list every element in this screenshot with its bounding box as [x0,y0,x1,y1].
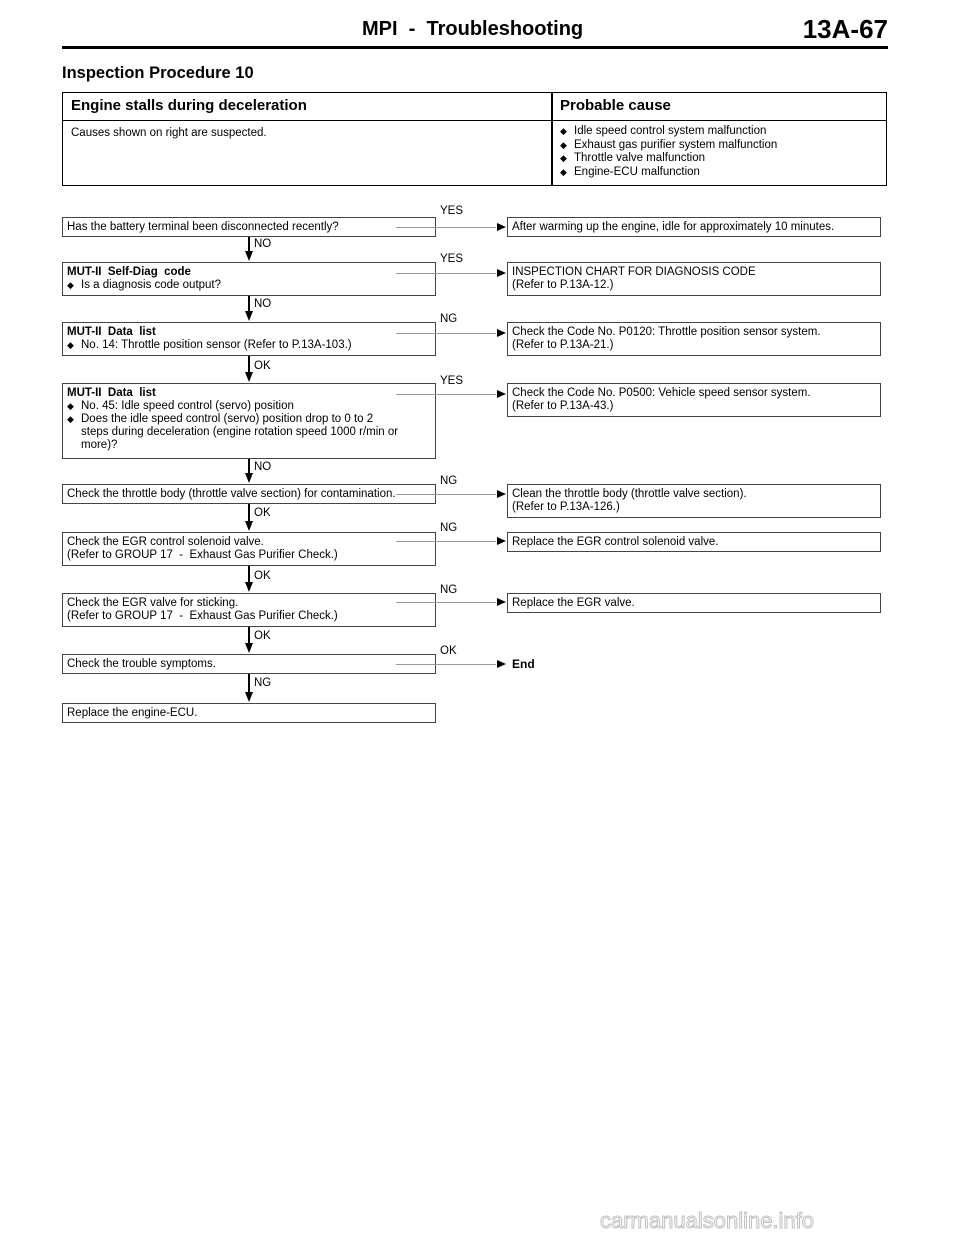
step-6-box [62,532,436,566]
step-1-branch-line [396,227,496,228]
watermark-logo [600,1205,940,1235]
step-4-branch-label: YES [440,375,464,387]
step-1-down-label: NO [254,238,272,250]
symptom-text: Causes shown on right are suspected. [71,127,267,139]
step-7-down-label: OK [254,630,271,642]
step-5-branch-label: NG [440,475,458,487]
step-5-text: Check the throttle body (throttle valve section) for contamination. [67,488,396,500]
step-4-down-label: NO [254,461,272,473]
step-3-down-line [248,356,250,372]
arrow-down-icon [245,521,253,531]
page-number: 13A-67 [802,14,888,44]
header-rule [62,46,888,49]
table-divider [551,93,553,185]
step-4-result [507,383,881,417]
symptom-header: Engine stalls during deceleration [71,97,307,114]
step-7-text: Check the EGR valve for sticking. (Refer to GROUP 17 - Exhaust Gas Purifier Check.) [67,597,338,622]
step-8-box [62,654,436,674]
step-4-result-text: Check the Code No. P0500: Vehicle speed sensor system. (Refer to P.13A-43.) [512,387,811,412]
step-4-title: MUT-II Data list [67,387,156,399]
cause-item: ◆ Engine-ECU malfunction [560,166,777,180]
arrow-down-icon [245,473,253,483]
step-6-result-text: Replace the EGR control solenoid valve. [512,536,719,548]
arrow-down-icon [245,643,253,653]
arrow-down-icon [245,692,253,702]
step-5-result-text: Clean the throttle body (throttle valve section). (Refer to P.13A-126.) [512,488,747,513]
step-4-down-line [248,459,250,473]
step-2-result [507,262,881,296]
arrow-down-icon [245,372,253,382]
cause-item: ◆ Throttle valve malfunction [560,152,777,166]
procedure-title: Inspection Procedure 10 [62,64,254,82]
watermark-text: carmanualsonline.info [600,1208,815,1233]
step-3-branch-line [396,333,496,334]
step-4-branch-line [396,394,496,395]
step-3-bullet: ◆ No. 14: Throttle position sensor (Refer to P.13A-103.) [67,339,431,352]
step-2-down-label: NO [254,298,272,310]
step-2-branch-label: YES [440,253,464,265]
step-7-branch-label: NG [440,584,458,596]
step-1-down-line [248,237,250,251]
arrow-right-icon [497,329,506,337]
header-title: MPI - Troubleshooting [362,18,584,40]
step-2-branch-line [396,273,496,274]
arrow-right-icon [497,537,506,545]
step-2-title: MUT-II Self-Diag code [67,266,191,278]
step-4-box [62,383,436,459]
step-6-down-label: OK [254,570,271,582]
end-label: End [512,657,535,671]
step-7-result [507,593,881,613]
step-8-branch-line [396,664,496,665]
step-3-result-text: Check the Code No. P0120: Throttle position sensor system. (Refer to P.13A-21.) [512,326,821,351]
step-6-branch-label: NG [440,522,458,534]
step-3-down-label: OK [254,360,271,372]
page-header [62,14,888,48]
step-1-box [62,217,436,237]
cause-item: ◆ Exhaust gas purifier system malfunction [560,139,777,153]
step-8-branch-label: OK [440,645,457,657]
step-1-branch-label: YES [440,205,464,217]
arrow-right-icon [497,598,506,606]
step-3-title: MUT-II Data list [67,326,156,338]
step-8-text: Check the trouble symptoms. [67,658,216,670]
step-2-result-text: INSPECTION CHART FOR DIAGNOSIS CODE (Refer to P.13A-12.) [512,266,756,291]
step-5-box [62,484,436,504]
step-9-text: Replace the engine-ECU. [67,707,198,719]
step-3-branch-label: NG [440,313,458,325]
step-1-result [507,217,881,237]
step-4-bullet-2: ◆ Does the idle speed control (servo) position drop to 0 to 2 steps during deceleration (engine rotation speed 1000 r/min or more)? [67,413,431,452]
step-8-down-label: NG [254,677,272,689]
step-7-box [62,593,436,627]
step-3-box [62,322,436,356]
cause-list [560,125,777,179]
cause-table-header [63,93,886,121]
step-9-box [62,703,436,723]
step-5-down-label: OK [254,507,271,519]
arrow-right-icon [497,490,506,498]
step-7-branch-line [396,602,496,603]
step-8-down-line [248,674,250,692]
arrow-down-icon [245,311,253,321]
step-1-result-text: After warming up the engine, idle for approximately 10 minutes. [512,221,835,233]
cause-item: ◆ Idle speed control system malfunction [560,125,777,139]
step-5-branch-line [396,494,496,495]
step-3-result [507,322,881,356]
step-2-bullet: ◆ Is a diagnosis code output? [67,279,431,292]
arrow-down-icon [245,582,253,592]
step-7-down-line [248,627,250,643]
arrow-down-icon [245,251,253,261]
step-4-bullet-1: ◆ No. 45: Idle speed control (servo) position [67,400,431,413]
step-2-down-line [248,296,250,311]
step-6-result [507,532,881,552]
step-6-text: Check the EGR control solenoid valve. (Refer to GROUP 17 - Exhaust Gas Purifier Check.) [67,536,338,561]
step-1-text: Has the battery terminal been disconnected recently? [67,221,339,233]
step-5-result [507,484,881,518]
arrow-right-icon [497,390,506,398]
step-6-down-line [248,566,250,582]
cause-table [62,92,887,186]
step-5-down-line [248,504,250,521]
probable-cause-header: Probable cause [560,97,671,114]
step-6-branch-line [396,541,496,542]
step-7-result-text: Replace the EGR valve. [512,597,635,609]
arrow-right-icon [497,660,506,668]
arrow-right-icon [497,223,506,231]
step-2-box [62,262,436,296]
arrow-right-icon [497,269,506,277]
